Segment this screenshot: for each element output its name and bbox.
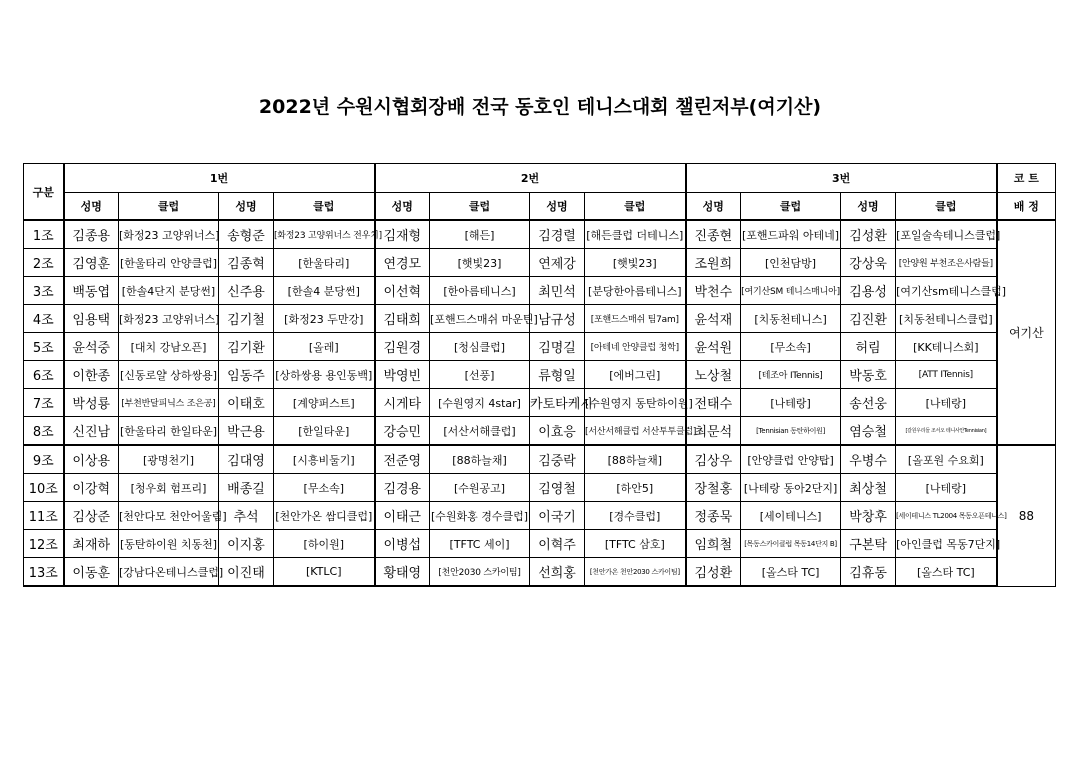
player-name: 김상준 [64,502,119,530]
player-name: 전준영 [375,445,430,474]
group-row [24,277,1056,305]
player-club: [포핸드스매쉬 팀7am] [585,305,686,333]
player-name: 박근용 [219,417,274,446]
player-club: [TFTC 삼호] [585,530,686,558]
player-name: 김명길 [530,333,585,361]
group-label: 11조 [24,502,64,530]
player-club: [화정23 두만강] [274,305,375,333]
player-name: 신주용 [219,277,274,305]
player-name: 김진환 [841,305,896,333]
player-club: [KK테니스회] [896,333,997,361]
header-name: 성명 [219,193,274,221]
group-row [24,445,1056,474]
player-club: [목동스카이클럽 목동14단지 B] [741,530,841,558]
player-name: 박성룡 [64,389,119,417]
player-name: 임용택 [64,305,119,333]
player-name: 류형일 [530,361,585,389]
player-club: [분당한아름테니스] [585,277,686,305]
player-club: [경수클럽] [585,502,686,530]
player-club: [88하늘채] [430,445,530,474]
player-name: 김대영 [219,445,274,474]
player-name: 윤석중 [64,333,119,361]
player-club: [햇빛23] [585,249,686,277]
player-name: 김영훈 [64,249,119,277]
player-club: [청심클럽] [430,333,530,361]
player-club: [계양퍼스트] [274,389,375,417]
player-club: [부천반달피닉스 조은공] [119,389,219,417]
player-name: 정종묵 [686,502,741,530]
player-club: [천안다모 천안어울림] [119,502,219,530]
player-club: [해든클럽 더테니스] [585,220,686,249]
player-club: [수원공고] [430,474,530,502]
player-name: 이지홍 [219,530,274,558]
player-name: 배종길 [219,474,274,502]
header-name: 성명 [841,193,896,221]
player-club: [화정23 고양위너스] [119,220,219,249]
player-name: 이혁주 [530,530,585,558]
player-club: [상하쌍용 용인동백] [274,361,375,389]
player-club: [무소속] [741,333,841,361]
player-club: [한일타운] [274,417,375,446]
player-club: [수원화홍 경수클럽] [430,502,530,530]
player-name: 장철홍 [686,474,741,502]
player-club: [포핸드파워 아테네] [741,220,841,249]
player-club: [수원영지 동탄하이원] [585,389,686,417]
group-label: 1조 [24,220,64,249]
player-name: 윤석원 [686,333,741,361]
player-club: [서산서해클럽] [430,417,530,446]
player-club: [청우회 험프리] [119,474,219,502]
player-name: 선희홍 [530,558,585,587]
player-name: 김기철 [219,305,274,333]
player-name: 최문석 [686,417,741,446]
header-group: 구분 [24,164,64,221]
group-label: 6조 [24,361,64,389]
header-name: 성명 [530,193,585,221]
player-club: [천안가온 쌈디클럽] [274,502,375,530]
player-club: [인천담방] [741,249,841,277]
player-club: [하안5] [585,474,686,502]
player-club: [시흥비둘기] [274,445,375,474]
group-row [24,502,1056,530]
player-club: [치동천테니스클럽] [896,305,997,333]
header-club: 클럽 [119,193,219,221]
player-name: 김상우 [686,445,741,474]
player-club: [세이테니스] [741,502,841,530]
player-name: 시게타 [375,389,430,417]
player-name: 강상욱 [841,249,896,277]
player-name: 박천수 [686,277,741,305]
header-team2: 2번 [375,164,686,193]
player-name: 남규성 [530,305,585,333]
player-name: 진종현 [686,220,741,249]
player-name: 이선혁 [375,277,430,305]
player-club: [아인클럽 목동7단지] [896,530,997,558]
player-name: 노상철 [686,361,741,389]
player-name: 이국기 [530,502,585,530]
player-name: 연제강 [530,249,585,277]
player-name: 우병수 [841,445,896,474]
player-name: 박영빈 [375,361,430,389]
group-row [24,333,1056,361]
group-row [24,249,1056,277]
group-row [24,474,1056,502]
player-club: [신동로얄 상하쌍용] [119,361,219,389]
player-club: [무소속] [274,474,375,502]
player-name: 백동엽 [64,277,119,305]
player-name: 최민석 [530,277,585,305]
player-club: [치동천테니스] [741,305,841,333]
player-club: [한솔4 분당썬] [274,277,375,305]
player-name: 김태희 [375,305,430,333]
player-club: [대치 강남오픈] [119,333,219,361]
player-club: [아테네 안양클럽 청학] [585,333,686,361]
player-club: [한아름테니스] [430,277,530,305]
group-row [24,558,1056,587]
player-name: 이태호 [219,389,274,417]
player-name: 김기환 [219,333,274,361]
player-club: [나테랑] [896,389,997,417]
header-team3: 3번 [686,164,997,193]
player-name: 임희철 [686,530,741,558]
player-name: 김용성 [841,277,896,305]
player-club: [서산서해클럽 서산투투클럽] [585,417,686,446]
header-club: 클럽 [896,193,997,221]
group-row [24,220,1056,249]
player-club: [포일술속테니스클럽] [896,220,997,249]
player-name: 최재하 [64,530,119,558]
player-name: 강승민 [375,417,430,446]
player-name: 김종혁 [219,249,274,277]
player-name: 이효응 [530,417,585,446]
player-name: 이병섭 [375,530,430,558]
player-name: 카토타케시 [530,389,585,417]
court-assignment: 여기산 [997,220,1056,445]
player-name: 추석 [219,502,274,530]
player-club: [올레] [274,333,375,361]
group-label: 9조 [24,445,64,474]
player-name: 김성환 [841,220,896,249]
player-club: [화정23 고양위너스 전우치] [274,220,375,249]
player-name: 김휴동 [841,558,896,587]
player-club: [천안가온 천안2030 스카이팀] [585,558,686,587]
player-name: 이강혁 [64,474,119,502]
player-name: 이태근 [375,502,430,530]
player-club: [동탄하이원 치동천] [119,530,219,558]
player-club: [테조아 ITennis] [741,361,841,389]
player-name: 김성환 [686,558,741,587]
header-team1: 1번 [64,164,375,193]
player-club: [천안2030 스카이팀] [430,558,530,587]
player-club: [한울타리 한일타운] [119,417,219,446]
group-label: 2조 [24,249,64,277]
group-row [24,361,1056,389]
bracket-table [23,163,1056,587]
player-club: [TFTC 세이] [430,530,530,558]
player-club: [에버그린] [585,361,686,389]
player-club: [해든] [430,220,530,249]
bracket-body [24,220,1056,586]
player-club: [수원영지 4star] [430,389,530,417]
group-row [24,389,1056,417]
player-club: [올스타 TC] [741,558,841,587]
player-name: 구본탁 [841,530,896,558]
group-row [24,305,1056,333]
group-label: 7조 [24,389,64,417]
header-club: 클럽 [741,193,841,221]
group-label: 3조 [24,277,64,305]
player-club: [한울타리 안양클럽] [119,249,219,277]
court-assignment: 88 [997,445,1056,586]
player-name: 전태수 [686,389,741,417]
player-club: [나테랑 동아2단지] [741,474,841,502]
player-club: [화정23 고양위너스] [119,305,219,333]
header-name: 성명 [64,193,119,221]
player-name: 김중락 [530,445,585,474]
header-club: 클럽 [430,193,530,221]
group-label: 8조 [24,417,64,446]
player-club: [안양원 부천조은사람들] [896,249,997,277]
document-title: 2022년 수원시협회장배 전국 동호인 테니스대회 챌린저부(여기산) [258,96,822,118]
player-club: [세이테니스 TL2004 목동오픈테니스] [896,502,997,530]
player-name: 김원경 [375,333,430,361]
player-club: [ATT ITennis] [896,361,997,389]
player-name: 이진태 [219,558,274,587]
header-name: 성명 [375,193,430,221]
player-club: [여기산SM 테니스매니아] [741,277,841,305]
header-court-top: 코 트 [997,164,1056,193]
player-name: 이한종 [64,361,119,389]
player-name: 허림 [841,333,896,361]
header-club: 클럽 [274,193,375,221]
player-name: 송형준 [219,220,274,249]
player-name: 김경렬 [530,220,585,249]
group-label: 12조 [24,530,64,558]
player-name: 조원희 [686,249,741,277]
player-name: 임동주 [219,361,274,389]
group-label: 4조 [24,305,64,333]
group-label: 13조 [24,558,64,587]
player-club: [여기산sm테니스클럽] [896,277,997,305]
player-club: [나테랑] [896,474,997,502]
player-name: 박창후 [841,502,896,530]
player-club: [안양클럽 안양탑] [741,445,841,474]
player-club: [선풍] [430,361,530,389]
header-club: 클럽 [585,193,686,221]
player-name: 이동훈 [64,558,119,587]
player-club: [포핸드스매쉬 마운틴] [430,305,530,333]
player-club: [Tennisian 동탄하이원] [741,417,841,446]
player-club: [하이원] [274,530,375,558]
player-club: [갈원우리들 조서오 테니사안Tennisian] [896,417,997,446]
group-label: 10조 [24,474,64,502]
player-name: 김경용 [375,474,430,502]
group-row [24,530,1056,558]
player-club: [88하늘채] [585,445,686,474]
player-name: 김재형 [375,220,430,249]
player-club: [올포원 수요회] [896,445,997,474]
player-name: 이상용 [64,445,119,474]
player-name: 신진남 [64,417,119,446]
player-club: [한울타리] [274,249,375,277]
player-name: 송선웅 [841,389,896,417]
player-name: 박동호 [841,361,896,389]
player-club: [햇빛23] [430,249,530,277]
player-club: [올스타 TC] [896,558,997,587]
player-club: [KTLC] [274,558,375,587]
player-club: [광명천기] [119,445,219,474]
player-name: 최상철 [841,474,896,502]
group-label: 5조 [24,333,64,361]
player-club: [나테랑] [741,389,841,417]
player-club: [강남다온테니스클럽] [119,558,219,587]
group-row [24,417,1056,446]
header-name: 성명 [686,193,741,221]
player-name: 김종용 [64,220,119,249]
player-name: 윤석재 [686,305,741,333]
player-name: 김영철 [530,474,585,502]
header-court-bottom: 배 정 [997,193,1056,221]
player-name: 황태영 [375,558,430,587]
player-name: 연경모 [375,249,430,277]
player-club: [한솔4단지 분당썬] [119,277,219,305]
player-name: 염승철 [841,417,896,446]
